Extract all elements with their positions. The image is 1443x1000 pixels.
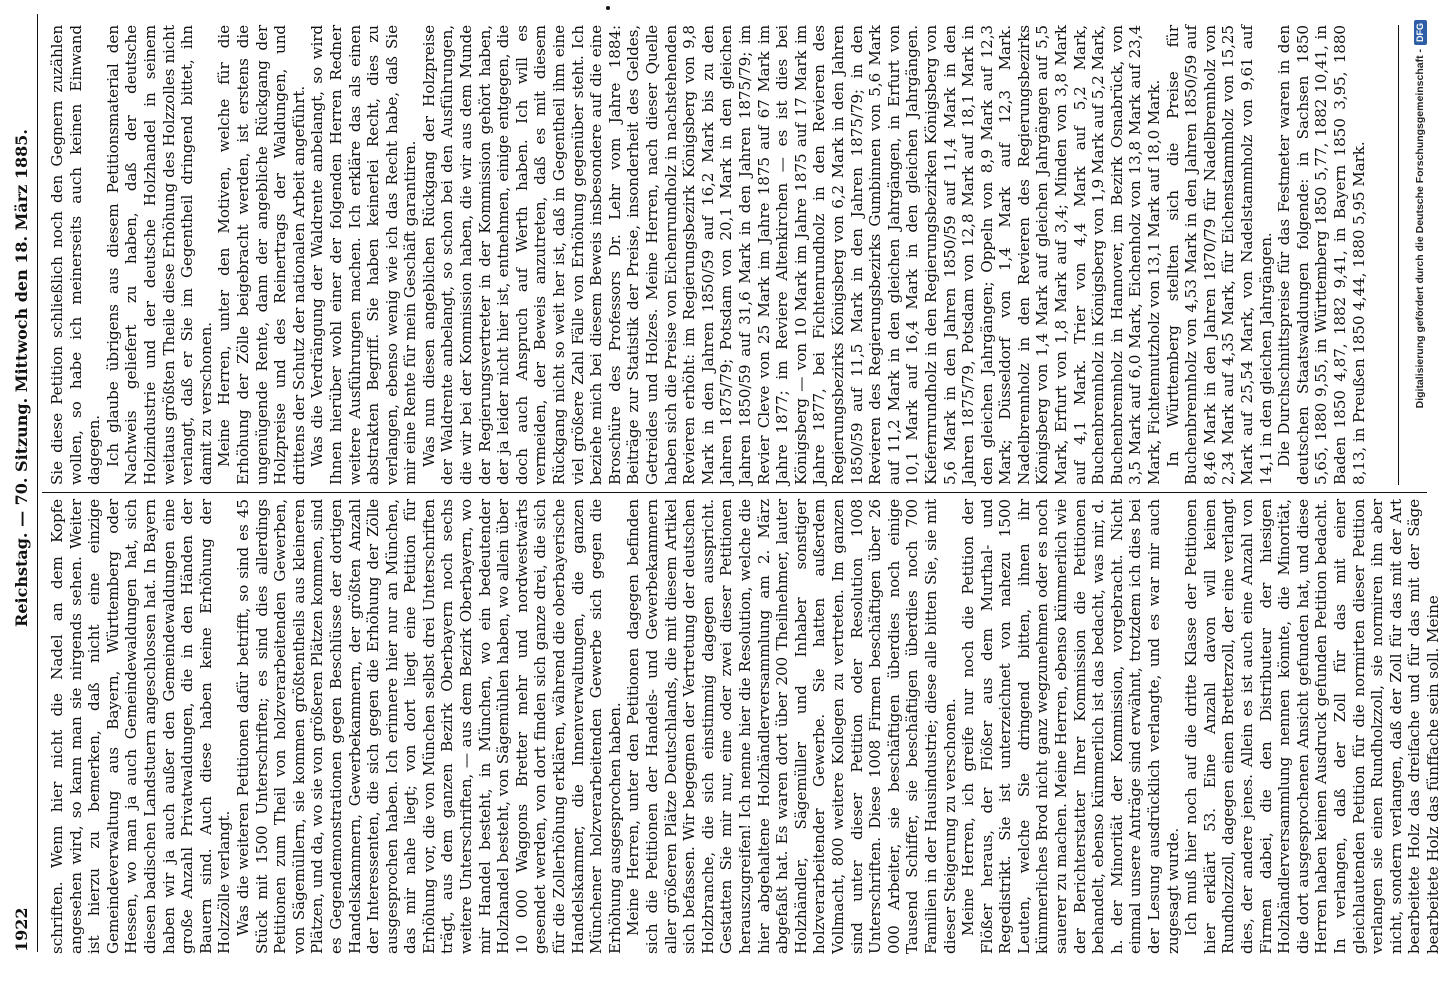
paragraph: Ich muß hier noch auf die dritte Klasse der Petitionen hier erklärt 53. Eine Anzahl davon will keinen Rundholzzoll, dagegen einen Bretterzoll, der eine verlangt dies, der andere jenes. Allein es ist auch eine Anzahl von Firmen dabei, die den Distributeur der hiesigen Holzhändlerversammlung nennen könnte, die Minorität, die dort ausgesprochenen Ansicht gefunden hat, und diese Herren haben keinen Ausdruck gefunden Petition bedacht. In verlangen, daß der Zoll für das mit einer gleichlautenden Petition für die normirten dieser Petition verlangen sie einen Rundholzzoll, sie normiren ihn aber nicht, sondern verlangen, daß der Zoll für das mit der Art bearbeitete Holz das dreifache und für das mit der Säge bearbeitete Holz das fünffache sein soll. Meine [1182, 499, 1442, 954]
column-divider [42, 492, 1427, 493]
running-title: Reichstag. — 70. Sitzung. Mittwoch den 18. März 1885. [12, 129, 31, 627]
dfg-logo: DFG [1414, 20, 1427, 45]
end-rule [1398, 25, 1399, 485]
right-column [48, 25, 1443, 485]
paragraph: schriften. Wenn hier nicht die Nadel an dem Kopfe angesehen wird, so kann man sie nirgends sehen. Weiter ist hierzu zu bemerken, daß nicht eine einzige Gemeindeverwaltung aus Bayern, Württemberg oder Hessen, wo man ja auch Gemeindewaldungen hat, sich diesen badischen Landstuern angeschlossen hat. In Bayern haben wir ja auch außer den Gemeindewaldungen eine große Anzahl Privatwaldungen, die in den Händen der Bauern sind. Auch diese haben keine Erhöhung der Holzzölle verlangt. [48, 499, 234, 954]
paragraph: In Württemberg stellten sich die Preise für Buchenbrennholz von 4,53 Mark in den Jahren 1850/59 auf 8,46 Mark in den Jahren 1870/79 für Nadelbrennholz von 2,34 Mark auf 4,35 Mark, für Eichenstammholz von 15,25 Mark auf 25,54 Mark, von Nadelstammholz von 9,61 auf 14,1 in den gleichen Jahrgängen. [1163, 25, 1275, 485]
paragraph: Die Durchschnittspreise für das Festmeter waren in den deutschen Staatswaldungen folgende: in Sachsen 1850 5,65, 1880 9,55, in Württemberg 1850 5,77, 1882 10,41, in Baden 1850 4,87, 1882 9,41, in Bayern 1850 3,95, 1880 8,13, in Preußen 1850 4,44, 1880 5,95 Mark. [1275, 25, 1368, 485]
scan-speck [606, 6, 610, 10]
credit-text: Digitalisierung gefördert durch die Deutsche Forschungsgemeinschaft - [1414, 49, 1426, 409]
left-column [48, 499, 1443, 954]
digitisation-credit [1412, 20, 1428, 980]
paragraph: Was die weiteren Petitionen dafür betrifft, so sind es 45 Stück mit 1500 Unterschriften; es sind dies allerdings Petitionen zum Theil von holzverarbeitenden Gewerben, von Sägemüllern, sie kommen größtentheils aus kleineren Plätzen, und da, wo sie von größeren Plätzen kommen, sind es Gegendemonstrationen gegen Beschlüsse der dortigen Handelskammern, Gewerbekammern, der größten Anzahl der Interessenten, die sich gegen die Erhöhung der Zölle ausgesprochen haben. Ich erinnere hier nur an München, das mir nahe liegt; von dort liegt eine Petition für Erhöhung vor, die von München selbst drei Unterschriften trägt, aus dem ganzen Bezirk Oberbayern noch sechs weitere Unterschriften, — aus dem Bezirk Oberbayern, wo mir Handel besteht, in München, wo ein bedeutender Holzhandel besteht, von Sägemühlen haben, wo allein über 10 000 Waggons Bretter mehr und nordwestwärts gesendet werden, von dort finden sich ganze drei, die sich für die Zollerhöhung erklären, während die oberbayerische Handelskammer, die Innenverwaltungen, die ganzen Münchener holzverarbeitenden Gewerbe sich gegen die Erhöhung ausgesprochen haben. [233, 499, 624, 954]
page-header [8, 14, 36, 952]
paragraph: Sie diese Petition schließlich noch den Gegnern zuzählen wollen, so habe ich meinerseits auch keinen Einwand dagegen. [48, 25, 104, 485]
paragraph: Was nun diesen angeblichen Rückgang der Holzpreise der Waldrente anbelangt, so schon bei den Ausführungen, die wir bei der Kommission haben, die wir aus dem Munde der Regierungsvertreter in der Kommission gehört haben, der ja leider nicht hier ist, entnehmen, einige entgegen, die doch auch Anspruch auf Werth haben. Ich will es vermeiden, der Beweis anzutreten, daß es mit diesem Rückgang nicht so weit her ist, daß in Gegentheil ihm eine viel größere Zahl Fälle von Erhöhung gegenüber steht. Ich beziehe mich bei diesem Beweis insbesondere auf die eine Broschüre des Professors Dr. Lehr vom Jahre 1884: Beiträge zur Statistik der Preise, insonderheit des Geldes, Getreides und Holzes. Meine Herren, nach dieser Quelle haben sich die Preise von Eichenrundholz in nachstehenden Revieren erhöht: im Regierungsbezirk Königsberg von 9,8 Mark in den Jahren 1850/59 auf 16,2 Mark bis zu den Jahren 1875/79; Potsdam von 20,1 Mark in den gleichen Jahren 1850/59 auf 31,6 Mark in den Jahren 1875/79; im Revier Cleve von 25 Mark im Jahre 1875 auf 67 Mark im Jahre 1877; im Reviere Altenkirchen — es ist dies bei Königsberg — von 10 Mark im Jahre 1875 auf 17 Mark im Jahre 1877, bei Fichtenrundholz in den Revieren des Regierungsbezirks Königsberg von 6,2 Mark in den Jahren 1850/59 auf 11,5 Mark in den Jahren 1875/79; in den Revieren des Regierungsbezirks Gumbinnen von 5,6 Mark auf 11,2 Mark in den gleichen Jahrgängen, in Erfurt von 10,1 Mark auf 16,4 Mark in den gleichen Jahrgängen. Kiefernrundholz in den Regierungsbezirken Königsberg von 5,6 Mark in den Jahren 1850/59 auf 11,4 Mark in den Jahren 1875/79, Potsdam von 12,8 Mark auf 18,1 Mark in den gleichen Jahrgängen; Oppeln von 8,9 Mark auf 12,3 Mark; Düsseldorf von 1,4 Mark auf 12,3 Mark. Nadelbrennholz in den Revieren des Regierungsbezirks Königsberg von 1,4 Mark auf gleichen Jahrgängen auf 5,5 Mark, Erfurt von 1,8 Mark auf 3,4; Minden von 3,8 Mark auf 4,1 Mark. Trier von 4,4 Mark auf 5,2 Mark, Buchenbrennholz in Königsberg von 1,9 Mark auf 5,2 Mark, Buchenbrennholz in Hannover, im Bezirk Osnabrück, von 3,5 Mark auf 6,0 Mark, Eichenholz von 13,8 Mark auf 23,4 Mark, Fichtennutzholz von 13,1 Mark auf 18,0 Mark. [419, 25, 1164, 485]
paragraph: Ich glaube übrigens aus diesem Petitionsmaterial den Nachweis geliefert zu haben, daß der deutsche Holzindustrie und der deutsche Holzhandel in seinem weitaus größten Theile diese Erhöhung des Holzzolles nicht verlangt, daß er Sie im Gegentheil dringend bittet, ihn damit zu verschonen. [103, 25, 215, 485]
paragraph: Meine Herren, unter den Petitionen dagegen befinden sich die Petitionen der Handels- und Gewerbekammern aller größeren Plätze Deutschlands, die mit diesem Artikel sich befassen. Wir begegnen der Vertretung der deutschen Holzbranche, die sich einstimmig dagegen ausspricht. Gestatten Sie mir nur, eine oder zwei dieser Petitionen herauszugreifen! Ich nenne hier die Resolution, welche die hier abgehaltene Holzhändlerversammlung am 2. März abgefaßt hat. Es waren dort über 200 Theilnehmer, lauter Holzhändler, Sägemüller und Inhaber sonstiger holzverarbeitender Gewerbe. Sie hatten außerdem Vollmacht, 800 weitere Kollegen zu vertreten. Im ganzen sind unter dieser Petition oder Resolution 1008 Unterschriften. Diese 1008 Firmen beschäftigen über 26 000 Arbeiter, sie beschäftigen überdies noch einige Tausend Schiffer, sie beschäftigen überdies noch 700 Familien in der Hausindustrie; diese alle bitten Sie, sie mit dieser Steigerung zu verschonen. [624, 499, 959, 954]
page-number: 1922 [12, 907, 31, 952]
header-rule [37, 14, 38, 952]
paragraph: Meine Herren, unter den Motiven, welche für die Erhöhung der Zölle beigebracht werden, ist erstens die ungenügende Rente, dann der angebliche Rückgang der Holzpreise und des Reinertrags der Waldungen, und drittens der Schutz der nationalen Arbeit angeführt. [215, 25, 308, 485]
paragraph: Meine Herren, ich greife nur noch die Petition der Flößer heraus, der Flößer aus dem Murthal- und Regedistrikt. Sie ist unterzeichnet von nahezu 1500 Leuten, welche Sie dringend bitten, ihnen ihr kümmerliches Brod nicht ganz wegzunehmen oder es noch sauerer zu machen. Meine Herren, ebenso kümmerlich wie der Berichterstatter Ihrer Kommission die Petitionen behandelt, ebenso kümmerlich ist das bedacht, was mir, d. h. der Minorität der Kommission, vorgebracht. Nicht einmal unsere Anträge sind erwähnt, trotzdem ich dies bei der Lesung ausdrücklich verlangte, und es war mir auch zugesagt wurde. [959, 499, 1182, 954]
paragraph: Was die Verdrängung der Waldrente anbelangt, so wird Ihnen hierüber wohl einer der folgenden Herren Redner weitere Ausführungen machen. Ich erkläre das als einen abstrakten Begriff. Sie haben keinerlei Recht, dies zu verlangen, ebenso wenig wie ich das Recht habe, daß Sie mir eine Rente für mein Geschäft garantiren. [308, 25, 420, 485]
